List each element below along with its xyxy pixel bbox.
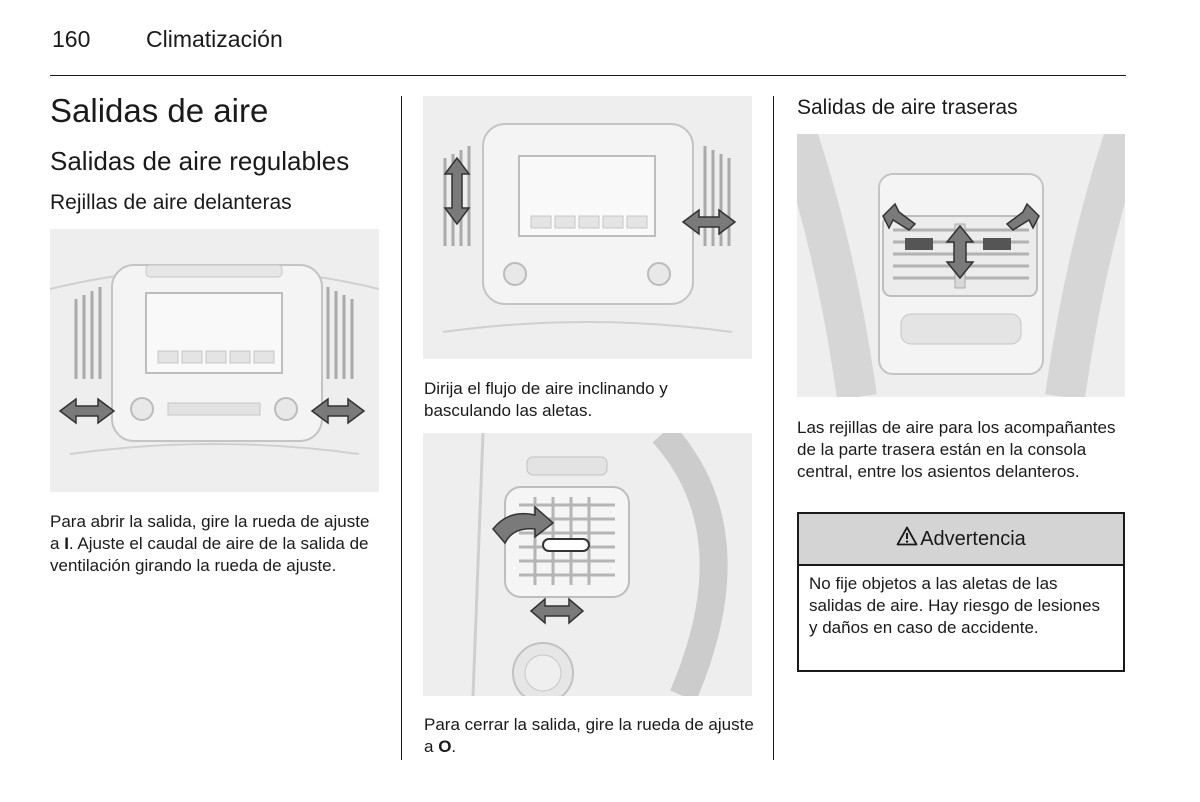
- para-text-2: .: [451, 737, 457, 756]
- warning-box: [797, 512, 1125, 672]
- vent-direction-illustration: [423, 96, 752, 359]
- vent-direction-paragraph: Dirija el flujo de aire inclinando y basculando las aletas.: [424, 379, 668, 420]
- header-rule: [50, 75, 1126, 76]
- para-text-1: Para abrir la salida, gire la rueda de ajuste a: [50, 512, 370, 553]
- rear-vents-illustration: [797, 134, 1125, 397]
- front-vents-paragraph: [50, 511, 380, 577]
- column-divider-right: [773, 96, 774, 760]
- warning-header: [799, 514, 1123, 566]
- vent-closing-illustration: [423, 433, 752, 696]
- para-text-1: Para cerrar la salida, gire la rueda de ajuste a: [424, 715, 754, 756]
- para-text-2: . Ajuste el caudal de aire de la salida de ventilación girando la rueda de ajuste.: [50, 534, 369, 575]
- rear-vents-paragraph: Las rejillas de aire para los acompañantes de la parte trasera están en la consola central, entre los asientos delanteros.: [797, 418, 1116, 481]
- rear-vents-title: Salidas de aire traseras: [797, 96, 1018, 119]
- close-symbol: O: [438, 737, 452, 756]
- warning-title: Advertencia: [920, 527, 1026, 550]
- sub-subsection-title: Rejillas de aire delanteras: [50, 191, 292, 214]
- front-vents-illustration: [50, 229, 379, 492]
- open-symbol: I: [64, 534, 69, 553]
- running-header: Climatización: [146, 26, 283, 52]
- subsection-title: Salidas de aire regulables: [50, 146, 350, 176]
- warning-text: No fije objetos a las aletas de las salidas de aire. Hay riesgo de lesiones y daños en caso de accidente.: [809, 574, 1101, 637]
- section-title: Salidas de aire: [50, 92, 269, 129]
- page-number: 160: [52, 26, 91, 52]
- column-divider-left: [401, 96, 402, 760]
- vent-closing-paragraph: [424, 714, 754, 758]
- warning-triangle-icon: [896, 526, 918, 552]
